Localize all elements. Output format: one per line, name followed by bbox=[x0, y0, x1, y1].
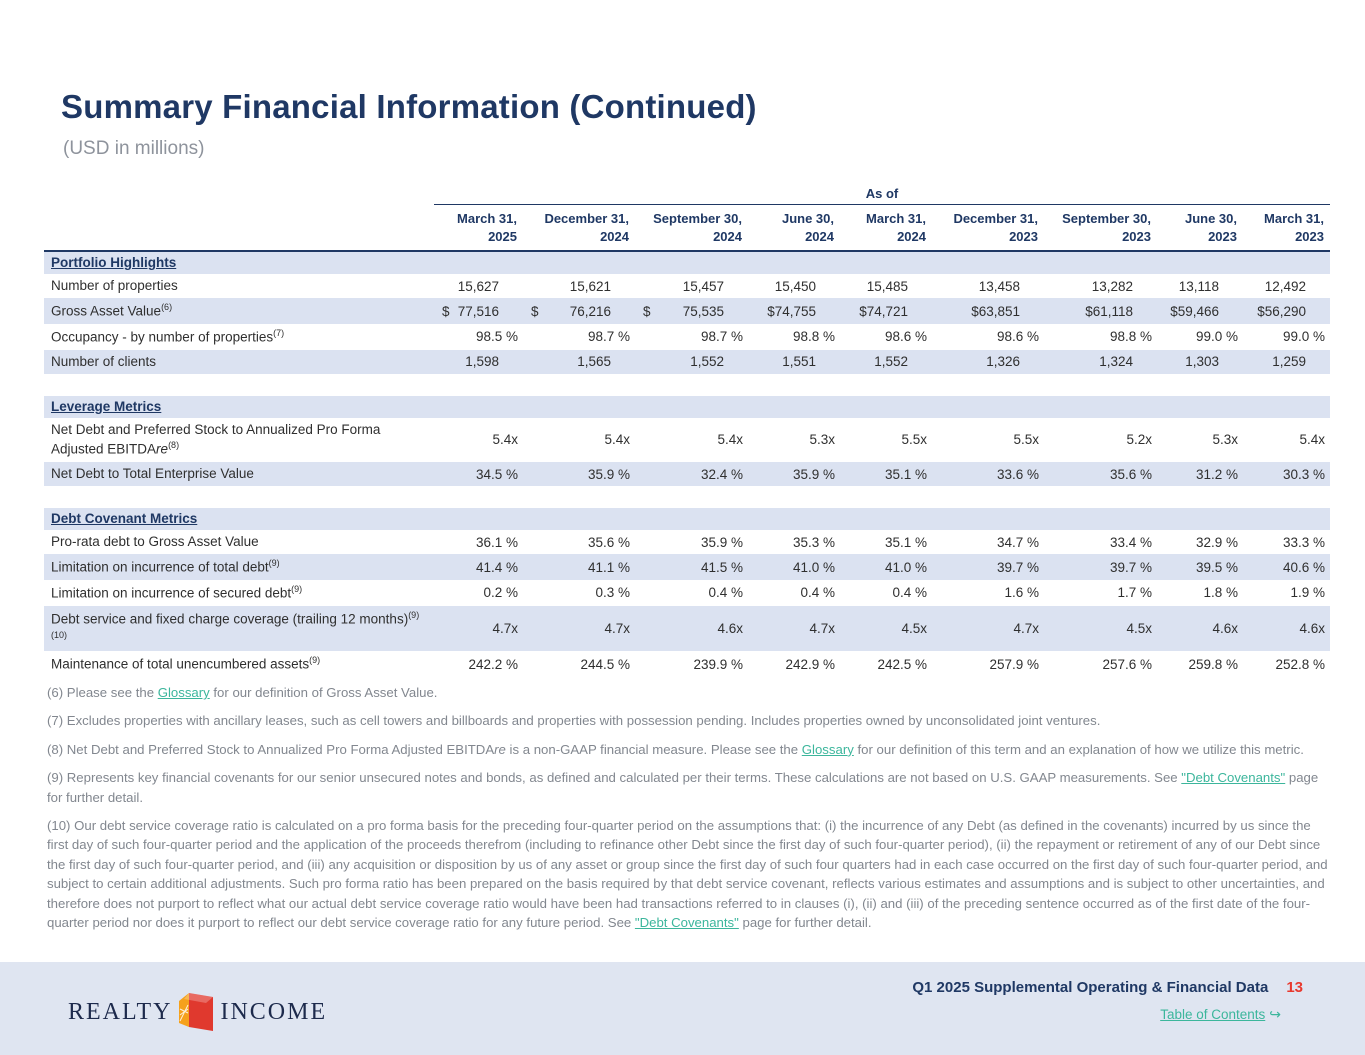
table-cell: 15,485 bbox=[866, 278, 908, 294]
table-cell: 13,458 bbox=[978, 278, 1020, 294]
footnote: (8) Net Debt and Preferred Stock to Annualized Pro Forma Adjusted EBITDAre is a non-GAAP financial measure. Please see the Glossary for our definition of this term and an explanation of how we utilize this metric. bbox=[47, 741, 1304, 757]
table-cell: 0.4 % bbox=[708, 585, 743, 601]
column-header: March 31, 2025 bbox=[457, 211, 517, 244]
column-header: December 31, 2024 bbox=[544, 211, 629, 244]
table-cell: 41.0 % bbox=[792, 559, 835, 575]
table-cell: 35.9 % bbox=[587, 466, 630, 482]
table-row bbox=[44, 298, 1330, 324]
table-cell: 35.1 % bbox=[884, 466, 927, 482]
footer-bar bbox=[0, 962, 1365, 1055]
footnote: (9) Represents key financial covenants for our senior unsecured notes and bonds, as defined and calculated per their terms. These calculations are not based on U.S. GAAP measurements. See "Debt Covenants" page for further detail. bbox=[47, 770, 1319, 805]
footnote: (10) Our debt service coverage ratio is calculated on a pro forma basis for the preceding four-quarter period on the assumptions that: (i) the incurrence of any Debt (as defined in the covenants) incurred by us since the first day of such four-quarter period and the application of the proceeds therefrom (including to refinance other Debt since the first day of such four-quarter period), (ii) the repayment or retirement of any of our Debt since the first day of such four-quarter period, and (iii) any acquisition or disposition by us of any asset or group since the first day of such four quarters had in each case occurred on the first day of such four-quarter period, and subject to certain additional adjustments. Such pro forma ratio has been prepared on the basis required by that debt service covenant, reflects various estimates and assumptions and is subject to other uncertainties, and therefore does not purport to reflect what our actual debt service coverage ratio would have been had transactions referred to in clauses (i), (ii) and (iii) of the preceding sentence occurred as of the first date of the four-quarter period nor does it purport to reflect our debt service coverage ratio for any future period. See "Debt Covenants" page for further detail. bbox=[47, 818, 1328, 931]
table-cell: 35.3 % bbox=[792, 534, 835, 550]
table-cell: 36.1 % bbox=[475, 534, 518, 550]
table-cell: 1.7 % bbox=[1117, 585, 1152, 601]
table-cell: $ 75,535 bbox=[643, 303, 724, 319]
row-label: Debt service and fixed charge coverage (trailing 12 months)$^{(9)(10)}$ bbox=[51, 609, 420, 640]
table-cell: 0.4 % bbox=[892, 585, 927, 601]
page-subtitle: (USD in millions) bbox=[63, 138, 205, 159]
table-row bbox=[44, 324, 1330, 350]
footnotes bbox=[47, 683, 1329, 941]
table-cell: 252.8 % bbox=[1275, 656, 1325, 672]
table-cell: 98.7 % bbox=[700, 329, 743, 345]
row-label: Net Debt and Preferred Stock to Annualized Pro Forma Adjusted EBITDAre$^{(8)}$ bbox=[51, 421, 381, 457]
table-cell: 32.4 % bbox=[700, 466, 743, 482]
table-cell: 34.5 % bbox=[475, 466, 518, 482]
column-header: June 30, 2024 bbox=[781, 211, 834, 244]
table-cell: 5.4x bbox=[717, 432, 743, 448]
table-cell: 98.6 % bbox=[996, 329, 1039, 345]
page-number: 13 bbox=[1286, 979, 1303, 996]
table-cell: 34.7 % bbox=[996, 534, 1039, 550]
as-of-label: As of bbox=[434, 186, 1330, 205]
debt-covenants-link[interactable]: "Debt Covenants" bbox=[634, 915, 739, 931]
table-cell: 257.9 % bbox=[989, 656, 1039, 672]
glossary-link[interactable]: Glossary bbox=[157, 685, 210, 700]
row-label: Limitation on incurrence of total debt$^{(9)}$ bbox=[51, 558, 280, 575]
table-cell: $56,290 bbox=[1257, 303, 1306, 319]
table-cell: 15,627 bbox=[457, 278, 499, 294]
table-cell: 4.5x bbox=[1126, 621, 1152, 636]
table-cell: 39.7 % bbox=[1109, 559, 1152, 575]
table-cell: 35.6 % bbox=[587, 534, 630, 550]
row-label: Number of clients bbox=[51, 353, 157, 369]
table-cell: 1.6 % bbox=[1004, 585, 1039, 601]
document-label: Q1 2025 Supplemental Operating & Financial Data bbox=[912, 979, 1269, 996]
table-cell: 39.7 % bbox=[996, 559, 1039, 575]
table-cell: 4.7x bbox=[604, 621, 630, 636]
table-cell: 33.3 % bbox=[1282, 534, 1325, 550]
table-cell: 239.9 % bbox=[693, 656, 743, 672]
table-cell: 1.9 % bbox=[1290, 585, 1325, 601]
table-cell: 0.4 % bbox=[800, 585, 835, 601]
table-cell: 244.5 % bbox=[580, 656, 630, 672]
table-cell: 242.5 % bbox=[877, 656, 927, 672]
table-cell: 242.9 % bbox=[785, 656, 835, 672]
table-cell: 98.8 % bbox=[1109, 329, 1152, 345]
table-cell: 99.0 % bbox=[1195, 329, 1238, 345]
table-cell: 1,324 bbox=[1099, 354, 1133, 370]
realty-income-logo bbox=[68, 993, 327, 1031]
table-row bbox=[44, 462, 1330, 486]
table-cell: 257.6 % bbox=[1102, 656, 1152, 672]
table-cell: 242.2 % bbox=[468, 656, 518, 672]
table-cell: 1,552 bbox=[690, 354, 724, 370]
table-cell: 5.4x bbox=[604, 432, 630, 448]
table-cell: 0.2 % bbox=[483, 585, 518, 601]
table-cell: 259.8 % bbox=[1188, 656, 1238, 672]
as-of-spacer bbox=[44, 186, 434, 205]
row-label: Pro-rata debt to Gross Asset Value bbox=[51, 534, 259, 550]
column-header: December 31, 2023 bbox=[953, 211, 1038, 244]
section-heading: Leverage Metrics bbox=[44, 396, 1330, 418]
table-cell: $74,721 bbox=[859, 303, 908, 319]
table-cell: 33.4 % bbox=[1109, 534, 1152, 550]
table-row bbox=[44, 418, 1330, 462]
table-row bbox=[44, 554, 1330, 580]
footnote: (6) Please see the Glossary for our definition of Gross Asset Value. bbox=[47, 685, 438, 700]
footer-doc-line bbox=[912, 979, 1303, 997]
table-cell: 4.5x bbox=[901, 621, 927, 636]
column-header: September 30, 2024 bbox=[653, 211, 742, 244]
table-cell: 5.5x bbox=[901, 432, 927, 448]
column-header: March 31, 2024 bbox=[866, 211, 926, 244]
table-cell: 4.7x bbox=[492, 621, 518, 636]
section-heading: Debt Covenant Metrics bbox=[44, 508, 1330, 530]
row-label: Gross Asset Value$^{(6)}$ bbox=[51, 302, 173, 319]
table-cell: 39.5 % bbox=[1195, 559, 1238, 575]
table-cell: 98.6 % bbox=[884, 329, 927, 345]
row-label: Occupancy - by number of properties$^{(7)}$ bbox=[51, 328, 285, 345]
table-cell: 35.9 % bbox=[792, 466, 835, 482]
table-cell: 1.8 % bbox=[1203, 585, 1238, 601]
table-cell: 98.8 % bbox=[792, 329, 835, 345]
toc-line bbox=[912, 1006, 1303, 1024]
table-cell: 98.7 % bbox=[587, 329, 630, 345]
table-cell: 5.2x bbox=[1126, 432, 1152, 448]
table-cell: $74,755 bbox=[767, 303, 816, 319]
table-cell: 35.6 % bbox=[1109, 466, 1152, 482]
table-of-contents-link[interactable]: Table of Contents bbox=[1160, 1007, 1266, 1022]
table-cell: $ 76,216 bbox=[531, 303, 611, 319]
table-cell: 5.3x bbox=[1212, 432, 1238, 448]
glossary-link[interactable]: Glossary bbox=[801, 741, 854, 757]
table-row bbox=[44, 350, 1330, 374]
table-cell: 1,565 bbox=[577, 354, 611, 370]
table-cell: 40.6 % bbox=[1282, 559, 1325, 575]
table-row bbox=[44, 274, 1330, 298]
row-label: Maintenance of total unencumbered assets$^{(9)}$ bbox=[51, 655, 321, 672]
column-header-row bbox=[44, 205, 1330, 252]
table-cell: 4.6x bbox=[717, 621, 743, 636]
table-cell: $59,466 bbox=[1170, 303, 1219, 319]
table-cell: $ 77,516 bbox=[442, 303, 499, 319]
table-cell: 13,282 bbox=[1091, 278, 1133, 294]
toc-arrow-icon: ↪ bbox=[1269, 1006, 1281, 1022]
realty-income-house-icon bbox=[179, 993, 213, 1031]
column-header: March 31, 2023 bbox=[1264, 211, 1324, 244]
section-heading: Portfolio Highlights bbox=[44, 252, 1330, 274]
table-cell: 4.7x bbox=[809, 621, 835, 636]
table-cell: $61,118 bbox=[1085, 303, 1133, 319]
column-header: September 30, 2023 bbox=[1062, 211, 1151, 244]
table-cell: 0.3 % bbox=[595, 585, 630, 601]
table-cell: 4.6x bbox=[1299, 621, 1325, 636]
as-of-row bbox=[44, 186, 1330, 205]
column-header: June 30, 2023 bbox=[1184, 211, 1237, 244]
table-cell: 41.1 % bbox=[587, 559, 630, 575]
table-cell: 4.7x bbox=[1013, 621, 1039, 636]
table-cell: 15,457 bbox=[682, 278, 724, 294]
table-cell: 30.3 % bbox=[1282, 466, 1325, 482]
table-cell: 1,259 bbox=[1272, 354, 1306, 370]
table-body bbox=[44, 252, 1330, 699]
table-row bbox=[44, 651, 1330, 677]
logo-word-realty: REALTY bbox=[68, 998, 173, 1025]
table-cell: 35.1 % bbox=[884, 534, 927, 550]
table-cell: 13,118 bbox=[1178, 278, 1219, 294]
table-cell: 32.9 % bbox=[1195, 534, 1238, 550]
table-cell: 98.5 % bbox=[475, 329, 518, 345]
footer-right bbox=[912, 979, 1303, 1024]
table-cell: 1,551 bbox=[782, 354, 816, 370]
table-cell: 5.5x bbox=[1013, 432, 1039, 448]
debt-covenants-link[interactable]: "Debt Covenants" bbox=[1181, 770, 1286, 786]
table-cell: 41.4 % bbox=[475, 559, 518, 575]
table-cell: 1,598 bbox=[465, 354, 499, 370]
table-cell: 35.9 % bbox=[700, 534, 743, 550]
table-cell: 31.2 % bbox=[1195, 466, 1238, 482]
table-cell: 41.5 % bbox=[700, 559, 743, 575]
table-cell: 5.3x bbox=[809, 432, 835, 448]
table-cell: 41.0 % bbox=[884, 559, 927, 575]
table-row bbox=[44, 606, 1330, 651]
table-cell: 33.6 % bbox=[996, 466, 1039, 482]
table-row bbox=[44, 580, 1330, 606]
table-cell: 1,326 bbox=[986, 354, 1020, 370]
table-cell: 12,492 bbox=[1264, 278, 1306, 294]
footnote: (7) Excludes properties with ancillary leases, such as cell towers and billboards and properties with possession pending. Includes properties owned by unconsolidated joint ventures. bbox=[47, 713, 1101, 729]
logo-word-income: INCOME bbox=[220, 998, 328, 1025]
row-label: Net Debt to Total Enterprise Value bbox=[51, 465, 254, 481]
table-cell: 99.0 % bbox=[1282, 329, 1325, 345]
table-cell: 15,450 bbox=[774, 278, 816, 294]
row-label: Number of properties bbox=[51, 278, 178, 294]
page-title: Summary Financial Information (Continued) bbox=[61, 88, 757, 125]
row-label: Limitation on incurrence of secured debt$^{(9)}$ bbox=[51, 584, 303, 601]
label-column-spacer bbox=[44, 210, 434, 245]
table-cell: 5.4x bbox=[1299, 432, 1325, 448]
table-cell: 4.6x bbox=[1212, 621, 1238, 636]
table-cell: 1,303 bbox=[1185, 354, 1219, 370]
table-row bbox=[44, 530, 1330, 554]
table-cell: $63,851 bbox=[971, 303, 1020, 319]
table-cell: 15,621 bbox=[569, 278, 611, 294]
table-cell: 5.4x bbox=[492, 432, 518, 448]
financial-table bbox=[44, 186, 1330, 699]
table-cell: 1,552 bbox=[874, 354, 908, 370]
